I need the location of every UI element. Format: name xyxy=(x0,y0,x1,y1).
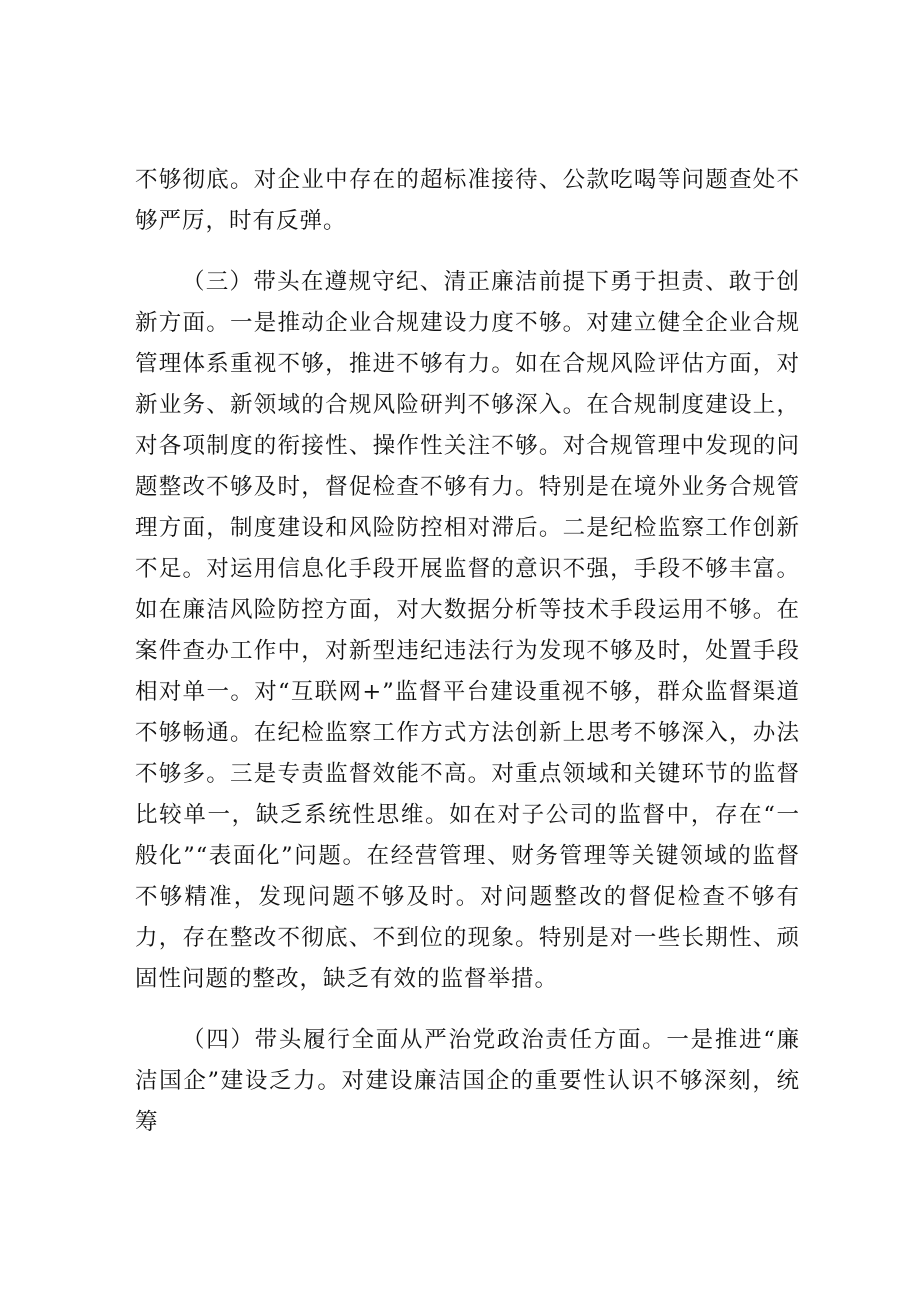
paragraph-continuation: 不够彻底。对企业中存在的超标准接待、公款吃喝等问题查处不够严厉，时有反弹。 xyxy=(135,167,800,234)
document-body xyxy=(135,160,800,1143)
paragraph-section-four: （四）带头履行全面从严治党政治责任方面。一是推进“廉洁国企”建设乏力。对建设廉洁国企的重要性认识不够深刻，统筹 xyxy=(135,1027,800,1135)
paragraph-section-three: （三）带头在遵规守纪、清正廉洁前提下勇于担责、敢于创新方面。一是推动企业合规建设力度不够。对建立健全企业合规管理体系重视不够，推进不够有力。如在合规风险评估方面，对新业务、新领域的合规风险研判不够深入。在合规制度建设上，对各项制度的衔接性、操作性关注不够。对合规管理中发现的问题整改不够及时，督促检查不够有力。特别是在境外业务合规管理方面，制度建设和风险防控相对滞后。二是纪检监察工作创新不足。对运用信息化手段开展监督的意识不强，手段不够丰富。如在廉洁风险防控方面，对大数据分析等技术手段运用不够。在案件查办工作中，对新型违纪违法行为发现不够及时，处置手段相对单一。对“互联网+”监督平台建设重视不够，群众监督渠道不够畅通。在纪检监察工作方式方法创新上思考不够深入，办法不够多。三是专责监督效能不高。对重点领域和关键环节的监督比较单一，缺乏系统性思维。如在对子公司的监督中，存在“一般化”“表面化”问题。在经营管理、财务管理等关键领域的监督不够精准，发现问题不够及时。对问题整改的督促检查不够有力，存在整改不彻底、不到位的现象。特别是对一些长期性、顽固性问题的整改，缺乏有效的监督举措。 xyxy=(135,269,800,992)
